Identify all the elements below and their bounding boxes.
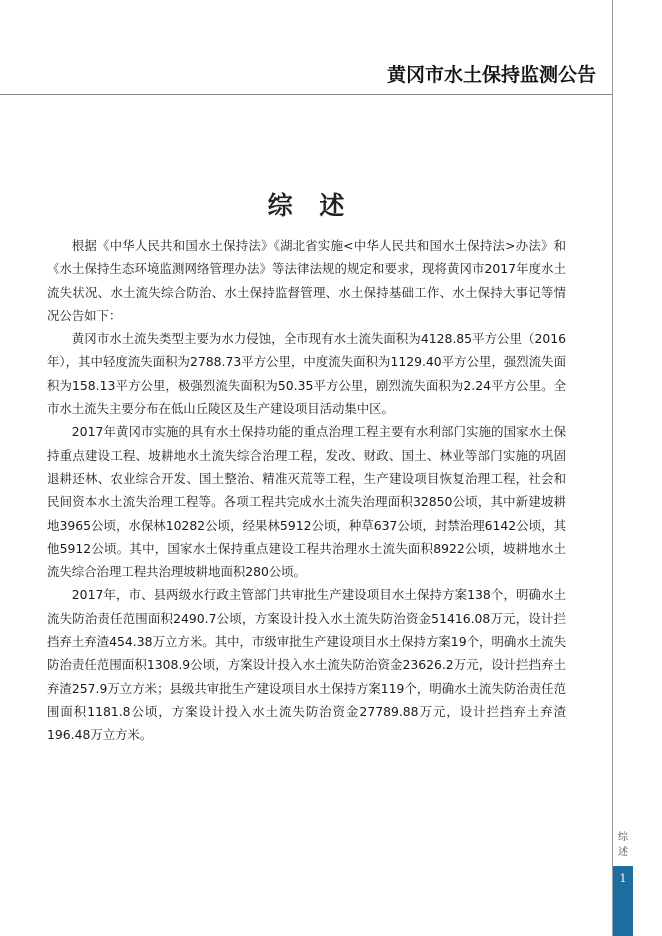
- header-divider: [0, 94, 612, 95]
- page-number: 1: [619, 872, 627, 885]
- page-number-block: [613, 866, 633, 936]
- paragraph-erosion-status: 黄冈市水土流失类型主要为水力侵蚀，全市现有水土流失面积为4128.85平方公里（2016年），其中轻度流失面积为2788.73平方公里，中度流失面积为1129.40平方公里，强烈流失面积为158.13平方公里，极强烈流失面积为50.35平方公里，剧烈流失面积为2.24平方公里。全市水土流失主要分布在低山丘陵区及生产建设项目活动集中区。: [47, 331, 566, 417]
- paragraph-project-approvals: 2017年，市、县两级水行政主管部门共审批生产建设项目水土保持方案138个，明确水土流失防治责任范围面积2490.7公顷，方案设计投入水土流失防治资金51416.08万元，设计拦挡弃土弃渣454.38万立方米。其中，市级审批生产建设项目水土保持方案19个，明确水土流失防治责任范围面积1308.9公顷，方案设计投入水土流失防治资金23626.2万元，设计拦挡弃土弃渣257.9万立方米；县级共审批生产建设项目水土保持方案119个，明确水土流失防治责任范围面积1181.8公顷，方案设计投入水土流失防治资金27789.88万元，设计拦挡弃土弃渣196.48万立方米。: [47, 587, 566, 743]
- paragraph-intro: 根据《中华人民共和国水土保持法》《湖北省实施<中华人民共和国水土保持法>办法》和《水土保持生态环境监测网络管理办法》等法律法规的规定和要求，现将黄冈市2017年度水土流失状况、水土流失综合防治、水土保持监督管理、水土保持基础工作、水土保持大事记等情况公告如下：: [47, 238, 566, 323]
- body-text: [47, 234, 566, 747]
- header-title: 黄冈市水土保持监测公告: [386, 64, 596, 86]
- side-tab-char: 综: [618, 832, 628, 843]
- section-title: 综 述: [267, 191, 345, 220]
- side-tab-char: 述: [618, 847, 628, 858]
- paragraph-treatment-projects: 2017年黄冈市实施的具有水土保持功能的重点治理工程主要有水利部门实施的国家水土保持重点建设工程、坡耕地水土流失综合治理工程，发改、财政、国土、林业等部门实施的巩固退耕还林、农业综合开发、国土整治、精准灭荒等工程，生产建设项目恢复治理工程，社会和民间资本水土流失治理工程等。各项工程共完成水土流失治理面积32850公顷，其中新建坡耕地3965公顷，水保林10282公顷，经果林5912公顷，种草637公顷，封禁治理6142公顷，其他5912公顷。其中，国家水土保持重点建设工程共治理水土流失面积8922公顷，坡耕地水土流失综合治理工程共治理坡耕地面积280公顷。: [47, 424, 566, 580]
- side-section-tab: [613, 830, 633, 860]
- side-divider: [612, 0, 613, 936]
